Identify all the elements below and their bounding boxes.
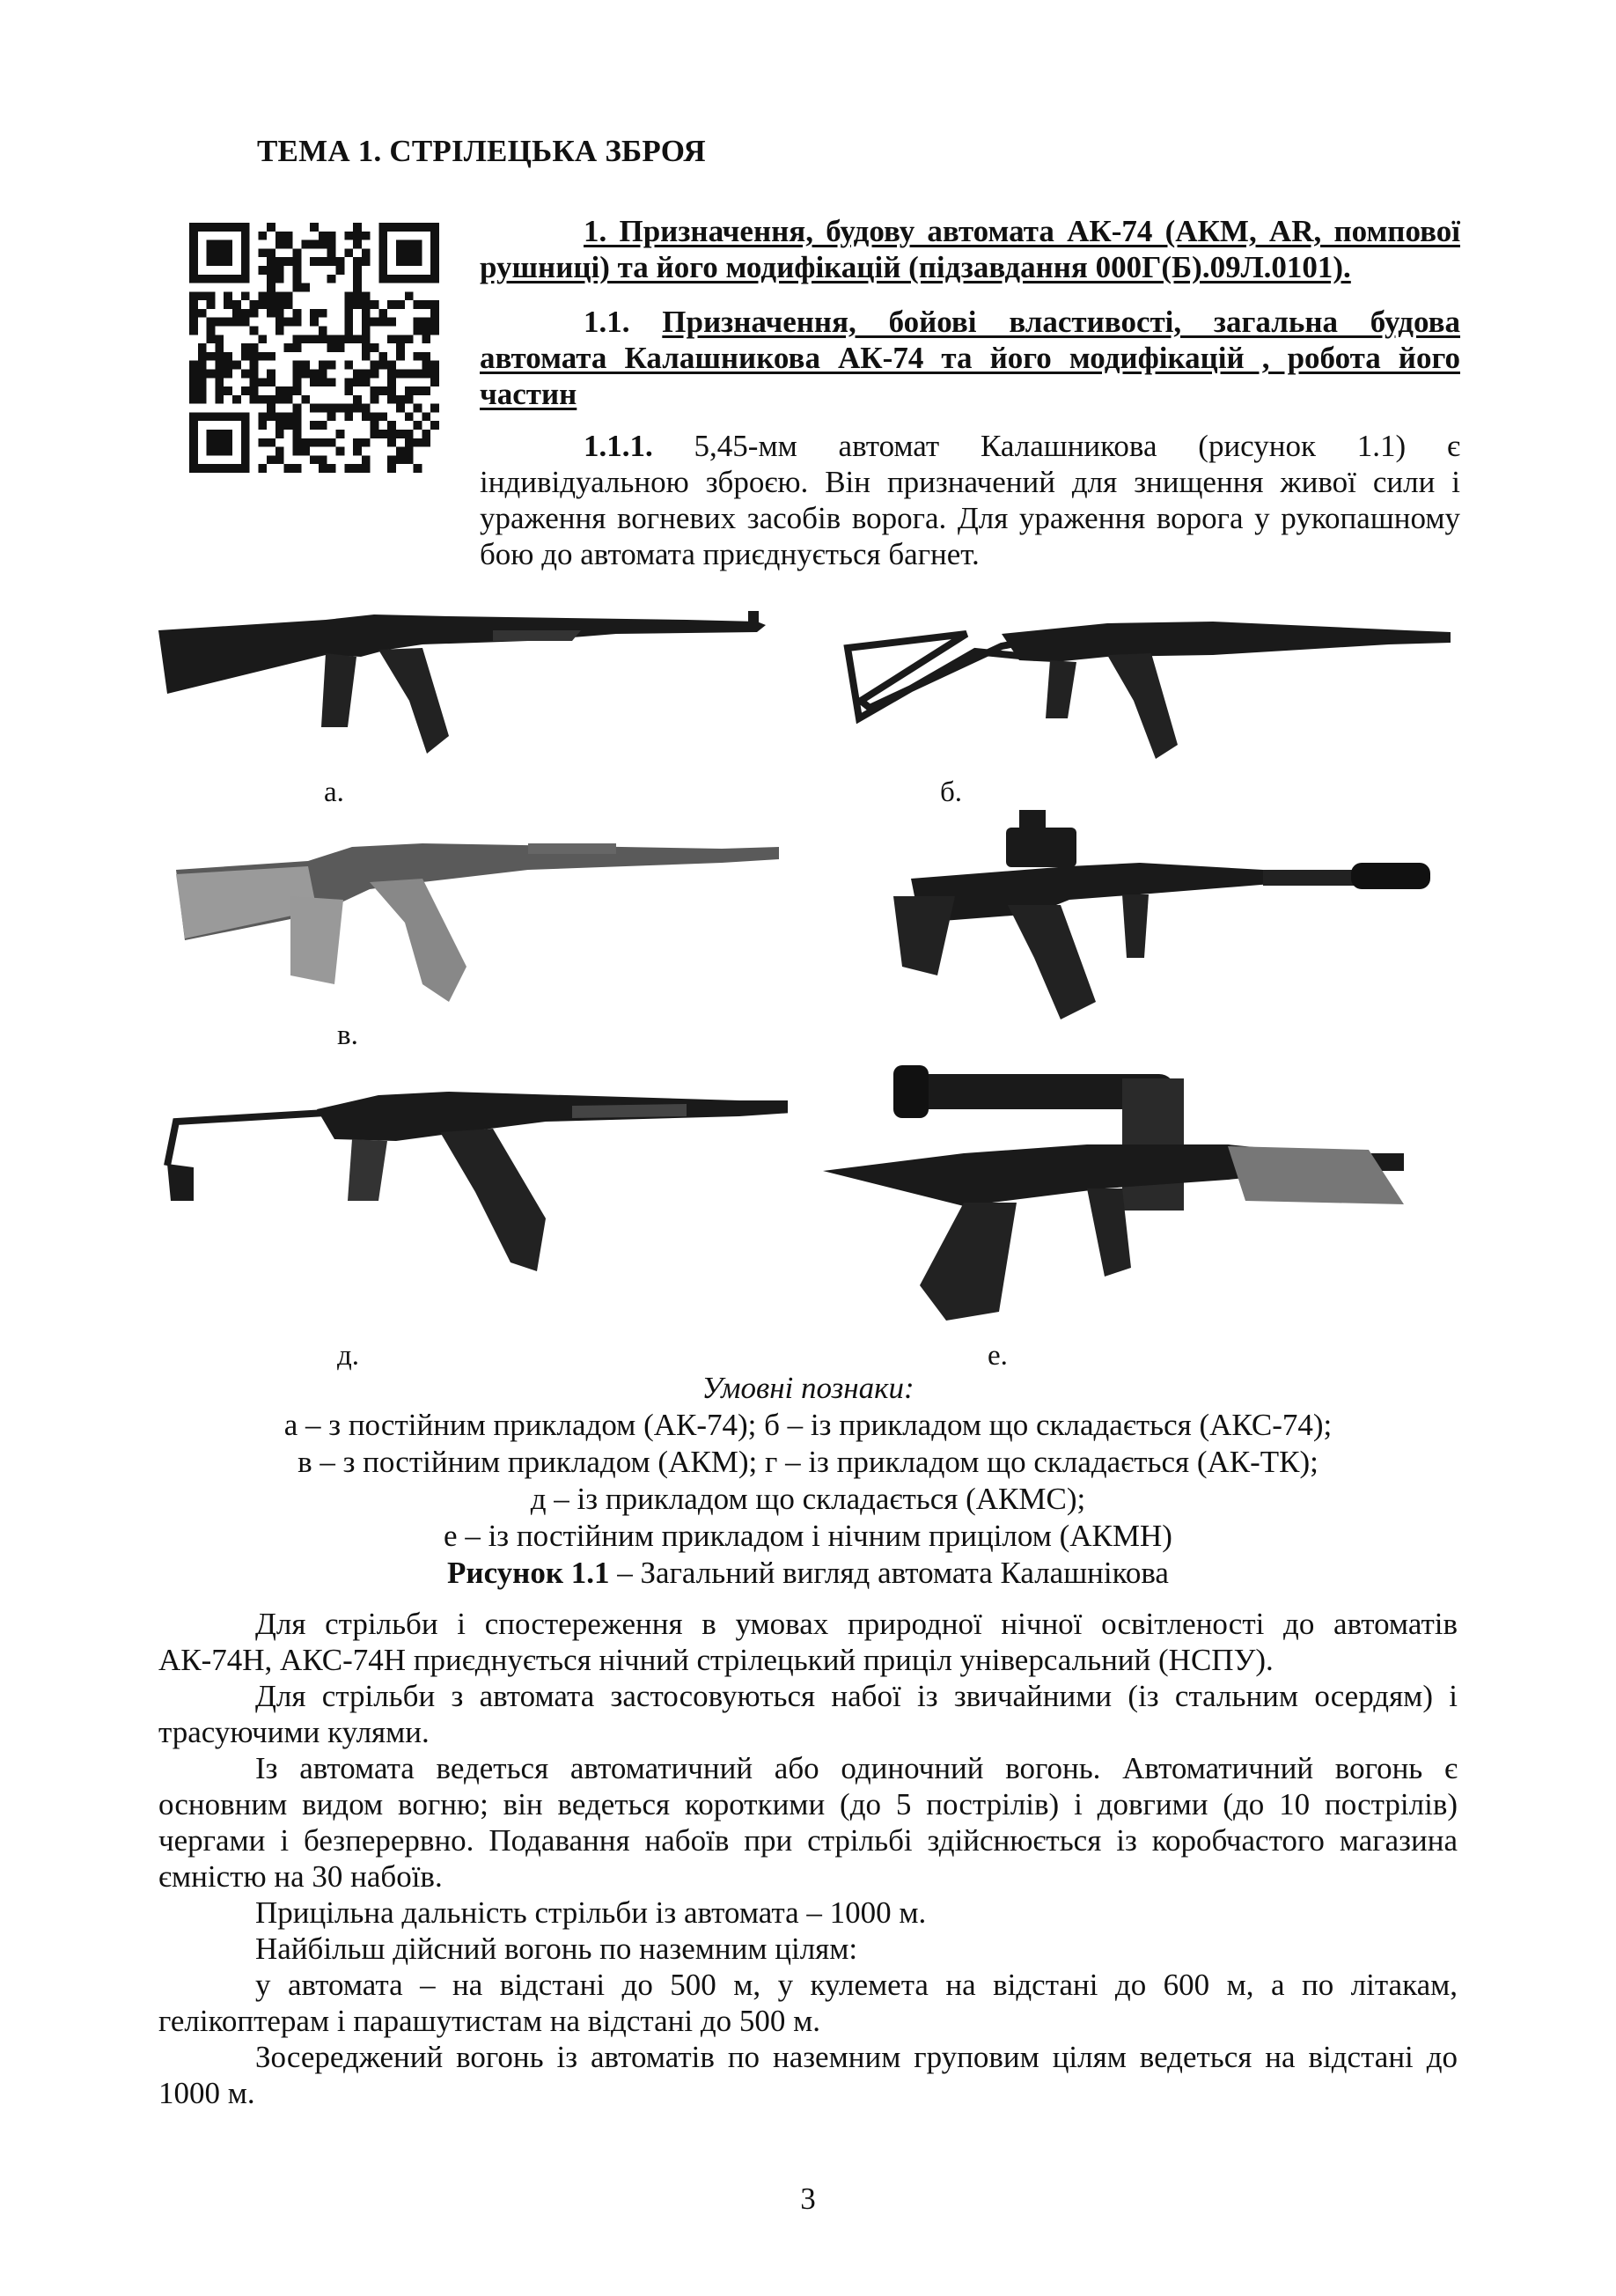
qr-code (189, 223, 439, 473)
paragraph-7: Зосереджений вогонь із автоматів по наземним груповим цілям ведеться на відстані до 1000 м. (158, 2040, 1458, 2110)
rifle-akms-image (158, 1069, 797, 1324)
rifle-ak74-image (158, 595, 797, 776)
section-1-1-1-line1 (480, 428, 1460, 572)
figure-photo-a (158, 595, 797, 776)
figure-photo-b (843, 595, 1458, 776)
paragraph-3: Із автомата ведеться автоматичний або одиночний вогонь. Автоматичний вогонь є основним видом вогню; він ведеться короткими (до 5 пострілів) і довгими (до 10 пострілів) чергами і безперервно. Подавання набоїв при стрільбі здійснюється із коробчастого магазина ємністю на 30 набоїв. (158, 1751, 1458, 1894)
figure-label-v: в. (337, 1019, 358, 1051)
section-1-1-title: Призначення, бойові властивості, загальна будова автомата Калашникова АК-74 та його модифікацій , робота його частин (480, 305, 1461, 411)
rifle-akm-image (158, 808, 797, 1015)
figure-photo-e (788, 1056, 1458, 1347)
figure-caption (158, 1555, 1458, 1591)
figure-label-b: б. (940, 776, 963, 808)
figure-label-a: а. (324, 776, 344, 808)
section-1-heading: 1. Призначення, будову автомата АК-74 (АКМ, AR, помпової рушниці) та його модифікацій (підзавдання 000Г(Б).09Л.0101). (480, 214, 1460, 284)
section-1-1-1-number: 1.1.1. (584, 429, 653, 463)
legend-line-2: в – з постійним прикладом (АКМ); г – із прикладом що складається (АК-ТК); (297, 1445, 1319, 1479)
paragraph-6: у автомата – на відстані до 500 м, у кулемета на відстані до 600 м, а по літакам, гелікоптерам і парашутистам на відстані до 500 м. (158, 1968, 1458, 2038)
rifle-aks74-image (843, 595, 1458, 776)
figure-photo-g (858, 808, 1458, 1028)
rifle-ak-tk-image (858, 808, 1458, 1028)
section-1-1-1-text: 5,45-мм автомат Калашникова (рисунок 1.1) є індивідуальною зброєю. Він призначений для знищення живої сили і ураження вогневих засобів ворога. Для ураження ворога у рукопашному бою до автомата приєднується багнет. (480, 429, 1460, 571)
figure-label-d: д. (337, 1340, 360, 1372)
figure-photo-d (158, 1069, 797, 1324)
section-1-1-number: 1.1. (584, 305, 630, 339)
paragraph-4: Прицільна дальність стрільби із автомата – 1000 м. (255, 1895, 927, 1930)
page-number: 3 (800, 2182, 816, 2216)
legend-line-1: а – з постійним прикладом (АК-74); б – із прикладом що складається (АКС-74); (283, 1408, 1333, 1442)
legend-line-3: д – із прикладом що складається (АКМС); (530, 1482, 1086, 1516)
paragraph-2: Для стрільби з автомата застосовуються набої із звичайними (із стальним осердям) і трасуючими кулями. (158, 1679, 1458, 1749)
legend-title: Умовні познаки: (701, 1371, 915, 1405)
figure-caption-label: Рисунок 1.1 (447, 1556, 610, 1590)
figure-label-e: е. (988, 1340, 1008, 1372)
figure-photo-v (158, 808, 797, 1015)
legend-line-4: е – із постійним прикладом і нічним прицілом (АКМН) (444, 1519, 1172, 1553)
topic-title: ТЕМА 1. СТРІЛЕЦЬКА ЗБРОЯ (257, 134, 706, 168)
figure-caption-text: – Загальний вигляд автомата Калашнікова (609, 1556, 1169, 1590)
rifle-akmn-image (788, 1056, 1458, 1347)
section-1-1-heading (480, 304, 1460, 412)
paragraph-5: Найбільш дійсний вогонь по наземним цілям: (255, 1932, 858, 1966)
paragraph-1: Для стрільби і спостереження в умовах природної нічної освітленості до автоматів АК-74Н, АКС-74Н приєднується нічний стрілецький приціл універсальний (НСПУ). (158, 1607, 1458, 1677)
